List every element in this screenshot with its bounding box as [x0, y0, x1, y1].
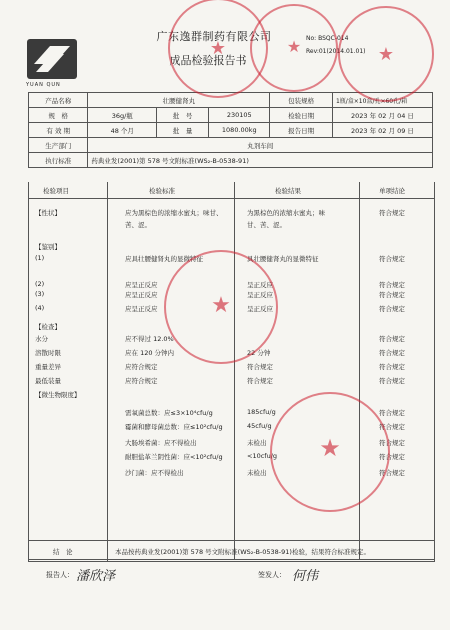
row-conclusion: 符合规定	[379, 377, 405, 385]
row-result: 呈正反应	[247, 291, 273, 299]
inspect-date-value: 2023 年 02 月 04 日	[332, 108, 432, 123]
row-result: 具壮腰健肾丸的显微特征	[247, 255, 319, 263]
row-item: 最低装量	[35, 377, 61, 385]
row-standard: 应不得过 12.0%	[125, 335, 174, 343]
row-item: 【鉴别】	[35, 243, 61, 251]
row-result: 符合规定	[247, 363, 273, 371]
batch-value: 230105	[209, 108, 270, 123]
row-result: 呈正反应	[247, 281, 273, 289]
row-result: 未检出	[247, 469, 267, 477]
row-conclusion: 符合规定	[379, 423, 405, 431]
row-result: 符合规定	[247, 377, 273, 385]
row-item: (3)	[35, 290, 45, 298]
row-result: 为黑棕色的浓缩水蜜丸；味	[247, 209, 325, 217]
conclusion-box	[28, 540, 435, 562]
logo-caption: YUAN QUN	[26, 82, 61, 88]
stamp-qa-department	[250, 4, 338, 92]
svg-text:★: ★	[377, 44, 395, 65]
row-conclusion: 符合规定	[379, 281, 405, 289]
row-result: 22 分钟	[247, 349, 271, 357]
row-standard: 应呈正反应	[125, 291, 158, 299]
row-standard: 应呈正反应	[125, 305, 158, 313]
qty-label: 批 量	[157, 123, 209, 138]
conclusion-text: 本品按药典业发(2001)第 578 号文附标准(WS₂-B-0538-91)检验，结果符合标准规定。	[115, 548, 370, 556]
reporter-label: 报告人：	[46, 571, 74, 579]
row-conclusion: 符合规定	[379, 255, 405, 263]
dept-label: 生产部门	[29, 138, 88, 153]
product-name-label: 产品名称	[29, 93, 88, 108]
doc-number: No: BSQC-014	[306, 35, 349, 42]
row-result: 未检出	[247, 439, 267, 447]
row-item: (1)	[35, 254, 45, 262]
report-date-value: 2023 年 02 月 09 日	[332, 123, 432, 138]
company-logo	[22, 34, 88, 94]
row-standard: 应符合规定	[125, 363, 158, 371]
row-result: 甘、苦、涩。	[247, 221, 286, 229]
row-result: <10cfu/g	[247, 452, 278, 460]
header-conclusion: 单项结论	[379, 187, 405, 195]
row-standard: 应呈正反应	[125, 281, 158, 289]
pack-value: 1瓶/盒×10盒/孔×60孔/箱	[332, 93, 432, 108]
row-item: 【检查】	[35, 323, 61, 331]
valid-label: 有 效 期	[29, 123, 88, 138]
row-standard: 苦、涩。	[125, 221, 151, 229]
conclusion-label: 结 论	[53, 548, 73, 556]
row-standard: 大肠埃希菌：应不得检出	[125, 439, 197, 447]
valid-value: 48 个月	[88, 123, 157, 138]
qty-value: 1080.00kg	[209, 123, 270, 138]
row-item: (2)	[35, 280, 45, 288]
row-conclusion: 符合规定	[379, 335, 405, 343]
product-info-table	[28, 92, 433, 168]
svg-text:★: ★	[211, 293, 231, 318]
spec-value: 36g/瓶	[88, 108, 157, 123]
dept-value: 丸剂车间	[88, 138, 433, 153]
row-conclusion: 符合规定	[379, 453, 405, 461]
row-conclusion: 符合规定	[379, 209, 405, 217]
svg-text:★: ★	[209, 38, 227, 59]
row-standard: 应具壮腰健肾丸的显微特征	[125, 255, 203, 263]
header-item: 检验项目	[43, 187, 69, 195]
report-title: 成品检验报告书	[169, 54, 247, 67]
row-conclusion: 符合规定	[379, 363, 405, 371]
row-conclusion: 符合规定	[379, 469, 405, 477]
row-conclusion: 符合规定	[379, 439, 405, 447]
row-item: 重量差异	[35, 363, 61, 371]
svg-text:★: ★	[286, 37, 302, 56]
header-standard: 检验标准	[149, 187, 175, 195]
issuer-label: 签发人：	[258, 571, 286, 579]
batch-label: 批 号	[157, 108, 209, 123]
row-item: 溶散时限	[35, 349, 61, 357]
inspect-date-label: 检验日期	[270, 108, 333, 123]
stamp-pharmacy-chain	[164, 250, 278, 364]
items-header	[29, 182, 434, 199]
row-standard: 沙门菌：应不得检出	[125, 469, 184, 477]
row-item: 【性状】	[35, 209, 61, 217]
row-standard: 霉菌和酵母菌总数：应≤10²cfu/g	[125, 423, 223, 431]
svg-text:★: ★	[319, 434, 341, 462]
row-result: 185cfu/g	[247, 408, 276, 416]
company-title: 广东逸群制药有限公司	[156, 30, 272, 43]
row-item: (4)	[35, 304, 45, 312]
row-result: 45cfu/g	[247, 422, 272, 430]
row-standard: 耐胆盐革兰阴性菌：应<10²cfu/g	[125, 453, 223, 461]
row-item: 【微生物限度】	[35, 391, 81, 399]
row-conclusion: 符合规定	[379, 305, 405, 313]
pack-label: 包装规格	[270, 93, 333, 108]
row-conclusion: 符合规定	[379, 409, 405, 417]
row-item: 水分	[35, 335, 48, 343]
issuer-signature: 何伟	[292, 569, 319, 584]
reporter-signature: 潘欣泽	[76, 569, 116, 584]
product-name-value: 壮腰健肾丸	[88, 93, 270, 108]
row-result: 呈正反应	[247, 305, 273, 313]
spec-label: 规 格	[29, 108, 88, 123]
report-date-label: 报告日期	[270, 123, 333, 138]
row-standard: 需氧菌总数：应≤3×10⁴cfu/g	[125, 409, 213, 417]
standard-value: 药典业发(2001)第 578 号文附标准(WS₂-B-0538-91)	[88, 153, 433, 168]
stamp-pharma-qa	[338, 6, 434, 102]
header-result: 检验结果	[275, 187, 301, 195]
row-conclusion: 符合规定	[379, 349, 405, 357]
standard-label: 执行标准	[29, 153, 88, 168]
row-standard: 应为黑棕色的浓缩水蜜丸；味甘、	[125, 209, 223, 217]
row-conclusion: 符合规定	[379, 291, 405, 299]
row-standard: 应在 120 分钟内	[125, 349, 175, 357]
stamp-dashenlin-qa	[270, 392, 390, 512]
doc-revision: Rev:01(2014.01.01)	[306, 48, 366, 55]
row-standard: 应符合规定	[125, 377, 158, 385]
